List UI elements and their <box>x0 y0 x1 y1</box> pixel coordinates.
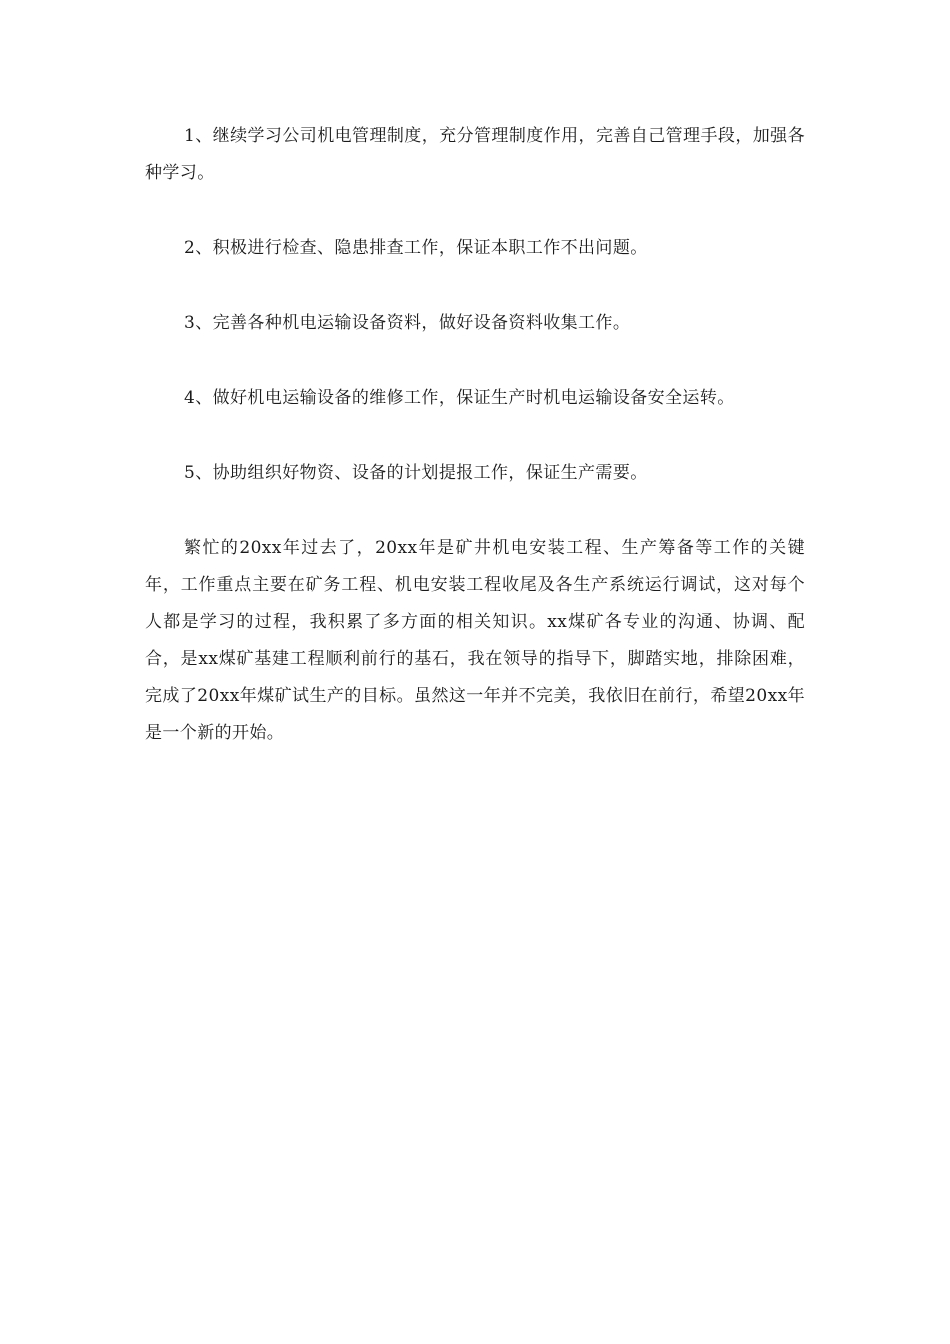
summary-paragraph: 繁忙的20xx年过去了，20xx年是矿井机电安装工程、生产筹备等工作的关键年，工作重点主要在矿务工程、机电安装工程收尾及各生产系统运行调试，这对每个人都是学习的过程，我积累了多方面的相关知识。xx煤矿各专业的沟通、协调、配合，是xx煤矿基建工程顺利前行的基石，我在领导的指导下，脚踏实地，排除困难，完成了20xx年煤矿试生产的目标。虽然这一年并不完美，我依旧在前行，希望20xx年是一个新的开始。 <box>145 538 805 743</box>
list-item-4: 4、做好机电运输设备的维修工作，保证生产时机电运输设备安全运转。 <box>184 388 735 408</box>
list-item-1: 1、继续学习公司机电管理制度，充分管理制度作用，完善自己管理手段，加强各种学习。 <box>145 126 805 183</box>
list-item-5: 5、协助组织好物资、设备的计划提报工作，保证生产需要。 <box>184 463 648 483</box>
list-item-3: 3、完善各种机电运输设备资料，做好设备资料收集工作。 <box>184 313 631 333</box>
list-item-2: 2、积极进行检查、隐患排查工作，保证本职工作不出问题。 <box>184 238 648 258</box>
document-body <box>145 118 805 752</box>
